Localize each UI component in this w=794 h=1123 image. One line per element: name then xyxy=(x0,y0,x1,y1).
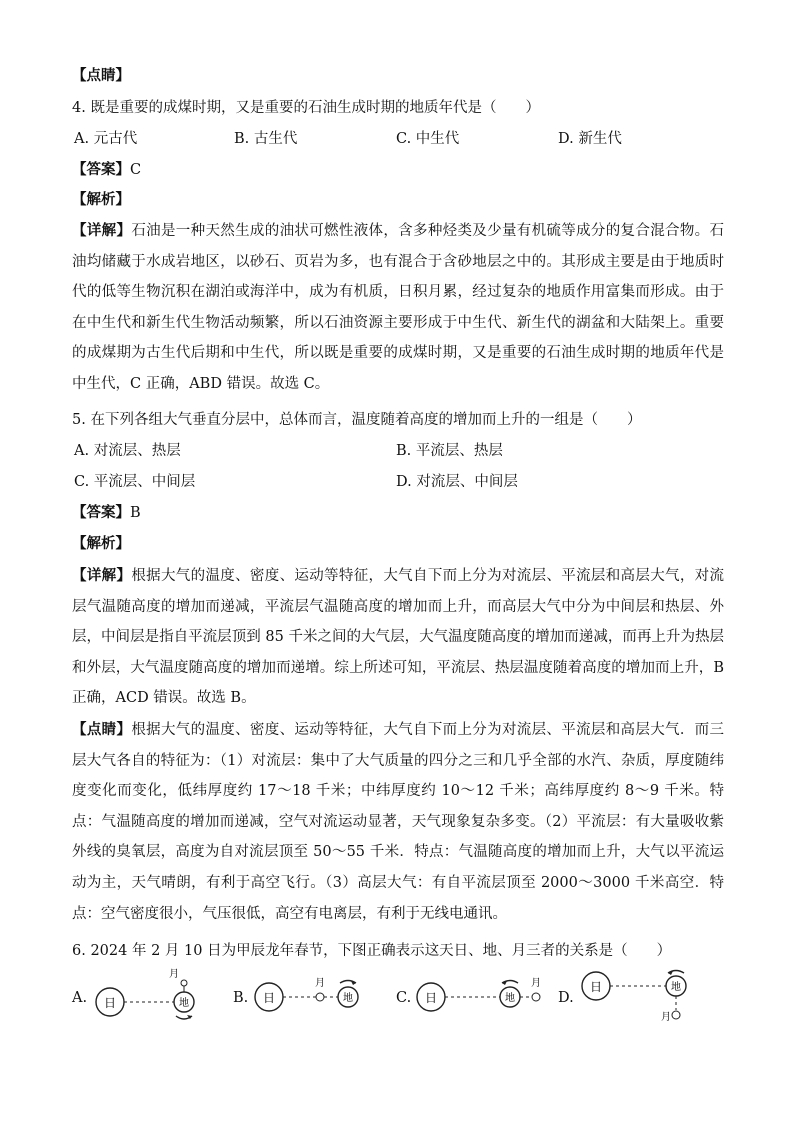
q6-figure-b xyxy=(252,972,372,1022)
detail-text: 根据大气的温度、密度、运动等特征，大气自下而上分为对流层、平流层和高层大气，对流层气温随高度的增加而递减，平流层气温随高度的增加而上升，而高层大气中分为中间层和热层、外层，中间层是指自平流层顶到 85 千米之间的大气层，大气温度随高度的增加而递减，而再上升为热层和外层，大气温度随高度的增加而递增。综上所述可知，平流层、热层温度随着高度的增加而上升，B 正确，ACD 错误。故选 B。 xyxy=(72,568,725,707)
q6-option-d-label: D. xyxy=(558,990,574,1006)
q5-detail-paragraph xyxy=(72,561,724,714)
q6-figure-c xyxy=(414,972,554,1022)
answer-label: 【答案】 xyxy=(72,161,130,178)
answer-label: 【答案】 xyxy=(72,504,130,521)
earth-label: 地 xyxy=(179,998,189,1009)
moon-label: 月 xyxy=(661,1012,671,1023)
earth-label: 地 xyxy=(505,993,515,1004)
q5-option-c: C. 平流层、中间层 xyxy=(74,474,196,490)
q5-option-a: A. 对流层、热层 xyxy=(74,443,181,459)
q4-option-c: C. 中生代 xyxy=(396,131,460,147)
q4-option-b: B. 古生代 xyxy=(234,131,298,147)
question-5-stem: 5. 在下列各组大气垂直分层中，总体而言，温度随着高度的增加而上升的一组是（ ） xyxy=(72,412,642,428)
q6-option-b-label: B. xyxy=(233,990,249,1006)
sun-label: 日 xyxy=(262,991,276,1005)
q4-option-a: A. 元古代 xyxy=(74,131,138,147)
sun-label: 日 xyxy=(589,980,603,994)
q5-answer xyxy=(72,503,141,523)
dianjing-label: 【点睛】 xyxy=(72,721,132,738)
q4-detail-paragraph xyxy=(72,216,724,400)
earth-label: 地 xyxy=(343,993,353,1004)
detail-label: 【详解】 xyxy=(72,567,132,584)
moon-label: 月 xyxy=(169,969,179,980)
moon-circle xyxy=(181,980,187,986)
q6-figure-a xyxy=(90,966,210,1028)
q4-analysis-label: 【解析】 xyxy=(72,191,130,208)
moon-circle xyxy=(316,993,324,1001)
q5-dianjing-paragraph xyxy=(72,715,724,929)
answer-value: C xyxy=(130,162,142,178)
q6-option-a-label: A. xyxy=(72,990,88,1006)
detail-label: 【详解】 xyxy=(72,222,132,239)
dianjing-text: 根据大气的温度、密度、运动等特征，大气自下而上分为对流层、平流层和高层大气．而三层大气各自的特征为：（1）对流层：集中了大气质量的四分之三和几乎全部的水汽、杂质，厚度随纬度变化而变化，低纬厚度约 17～18 千米；中纬厚度约 10～12 千米；高纬厚度约 8～9 千米。特点：气温随高度的增加而递减，空气对流运动显著，天气现象复杂多变。（2）平流层：有大量吸收紫外线的臭氧层，高度为自对流层顶至 50～55 千米．特点：气温随高度的增加而上升，大气以平流运动为主，天气晴朗，有利于高空飞行。（3）高层大气：有自平流层顶至 2000～3000 千米高空．特点：空气密度很小，气压很低，高空有电离层，有利于无线电通讯。 xyxy=(72,722,725,922)
q6-figure-d xyxy=(578,966,698,1028)
q4-answer xyxy=(72,160,141,180)
q5-option-b: B. 平流层、热层 xyxy=(396,443,503,459)
question-4-stem: 4. 既是重要的成煤时期，又是重要的石油生成时期的地质年代是（ ） xyxy=(72,100,540,116)
sun-label: 日 xyxy=(424,991,438,1005)
dianjing-label: 【点睛】 xyxy=(72,67,130,84)
moon-label: 月 xyxy=(315,978,325,989)
q5-option-d: D. 对流层、中间层 xyxy=(396,474,518,490)
q6-option-c-label: C. xyxy=(396,990,412,1006)
q5-analysis-label: 【解析】 xyxy=(72,535,130,552)
detail-text: 石油是一种天然生成的油状可燃性液体，含多种烃类及少量有机硫等成分的复合混合物。石油均储藏于水成岩地区，以砂石、页岩为多，也有混合于含砂地层之中的。其形成主要是由于地质时代的低等生物沉积在湖泊或海洋中，成为有机质，日积月累，经过复杂的地质作用富集而形成。由于在中生代和新生代生物活动频繁，所以石油资源主要形成于中生代、新生代的湖盆和大陆架上。重要的成煤期为古生代后期和中生代，所以既是重要的成煤时期，又是重要的石油生成时期的地质年代是中生代，C 正确，ABD 错误。故选 C。 xyxy=(72,223,725,392)
question-6-stem: 6. 2024 年 2 月 10 日为甲辰龙年春节，下图正确表示这天日、地、月三者的关系是（ ） xyxy=(72,943,672,959)
moon-circle xyxy=(672,1011,680,1019)
moon-circle xyxy=(532,993,540,1001)
q4-option-d: D. 新生代 xyxy=(558,131,622,147)
sun-label: 日 xyxy=(103,996,117,1010)
moon-label: 月 xyxy=(531,978,541,989)
answer-value: B xyxy=(130,505,141,521)
earth-label: 地 xyxy=(671,982,681,993)
